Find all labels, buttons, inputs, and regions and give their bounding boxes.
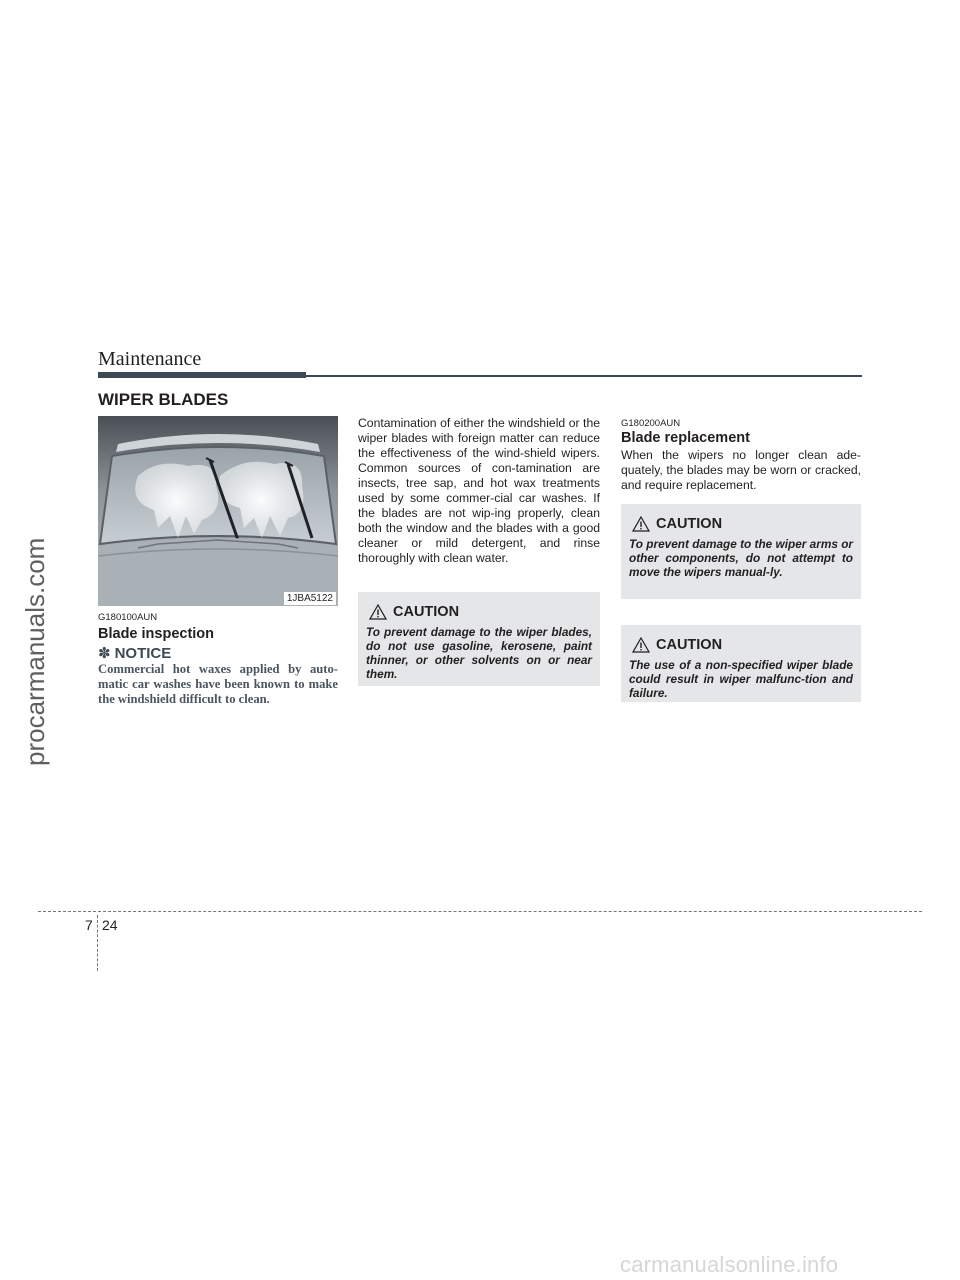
caution-text: The use of a non-specified wiper blade could result in wiper malfunc-tion and failure. bbox=[629, 658, 853, 700]
blade-inspection-heading: Blade inspection bbox=[98, 626, 215, 642]
caution-text: To prevent damage to the wiper blades, do not use gasoline, kerosene, paint thinner, or other solvents on or near them. bbox=[366, 625, 592, 681]
header-rule-thick bbox=[98, 372, 306, 378]
asterisk-icon: ✽ bbox=[98, 645, 111, 662]
section-title: WIPER BLADES bbox=[98, 390, 229, 409]
side-watermark-text: procarmanuals.com bbox=[20, 537, 50, 766]
warning-triangle-icon bbox=[632, 637, 650, 653]
caution-label: CAUTION bbox=[656, 516, 723, 532]
section-code: G180100AUN bbox=[98, 612, 158, 623]
contamination-paragraph: Contamination of either the windshield or the wiper blades with foreign matter can reduce the effectiveness of the wind-shield wipers. Common sources of con-tamination are insects, tree sap, and hot wax treatments used by some commer-cial car washes. If the blades are not wip-ing properly, clean both the window and the blades with a good cleaner or mild detergent, and rinse thoroughly with clean water. bbox=[358, 416, 600, 565]
blade-replacement-heading: Blade replacement bbox=[621, 430, 750, 446]
caution-box-non-specified-blade bbox=[621, 625, 861, 702]
notice-header bbox=[98, 644, 171, 662]
caution-text: To prevent damage to the wiper arms or other components, do not attempt to move the wipers manual-ly. bbox=[629, 537, 853, 579]
chapter-title: Maintenance bbox=[98, 348, 202, 370]
image-code: 1JBA5122 bbox=[284, 592, 336, 605]
caution-label: CAUTION bbox=[656, 637, 723, 653]
notice-text: Commercial hot waxes applied by auto-matic car washes have been known to make the windshield difficult to clean. bbox=[98, 662, 338, 706]
side-watermark bbox=[2, 530, 62, 770]
warning-triangle-icon bbox=[369, 604, 387, 620]
windshield-illustration bbox=[98, 416, 338, 606]
caution-box-wiper-arms bbox=[621, 504, 861, 599]
header-rule-thin bbox=[306, 375, 862, 377]
footer-rule bbox=[38, 911, 922, 912]
caution-label: CAUTION bbox=[393, 604, 460, 620]
section-code: G180200AUN bbox=[621, 418, 681, 429]
caution-box-solvents bbox=[358, 592, 600, 686]
notice-title: NOTICE bbox=[114, 644, 172, 662]
page-number: 24 bbox=[102, 917, 118, 933]
bottom-watermark: carmanualsonline.info bbox=[620, 1252, 839, 1277]
warning-triangle-icon bbox=[632, 516, 650, 532]
replacement-paragraph: When the wipers no longer clean ade-quately, the blades may be worn or cracked, and require replacement. bbox=[621, 448, 861, 492]
footer-vertical-rule bbox=[97, 915, 98, 971]
chapter-number: 7 bbox=[85, 917, 93, 933]
